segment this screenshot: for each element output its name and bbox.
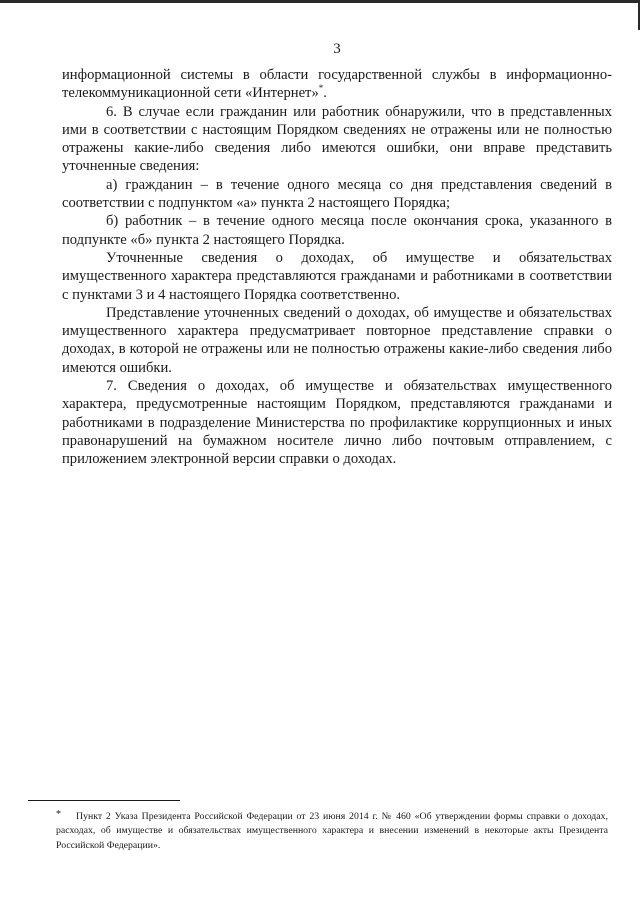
document-body [62, 66, 612, 469]
paragraph-resubmission: Представление уточненных сведений о доходах, об имуществе и обязательствах имущественного характера предусматривает повторное представление справки о доходах, в которой не отражены или не полностью отражены какие-либо сведения либо имеются ошибки. [62, 304, 612, 376]
page-number: 3 [333, 41, 341, 57]
scan-edge-top [0, 0, 640, 3]
footnote-marker: * [56, 809, 61, 820]
footnote [56, 810, 608, 853]
footnote-reference-marker: * [318, 83, 324, 94]
footnote-text: Пункт 2 Указа Президента Российской Федерации от 23 июня 2014 г. № 460 «Об утверждении формы справки о доходах, расходах, об имуществе и обязательствах имущественного характера и внесении изменений в некоторые акты Президента Российской Федерации». [56, 811, 608, 851]
paragraph-item-6: 6. В случае если гражданин или работник обнаружили, что в представленных ими в соответствии с настоящим Порядком сведениях не отражены или не полностью отражены какие-либо сведения либо имеются ошибки, они вправе представить уточненные сведения: [62, 103, 612, 175]
paragraph-item-7: 7. Сведения о доходах, об имуществе и обязательствах имущественного характера, предусмотренные настоящим Порядком, представляются гражданами и работниками в подразделение Министерства по профилактике коррупционных и иных правонарушений на бумажном носителе лично либо почтовым отправлением, с приложением электронной версии справки о доходах. [62, 378, 612, 468]
paragraph-continuation: информационной системы в области государственной службы в информационно-телекоммуникационной сети «Интернет»*. [62, 67, 612, 102]
paragraph-subitem-a: а) гражданин – в течение одного месяца со дня представления сведений в соответствии с подпунктом «а» пункта 2 настоящего Порядка; [62, 176, 612, 212]
footnote-divider [28, 800, 180, 801]
paragraph-clarified-info: Уточненные сведения о доходах, об имуществе и обязательствах имущественного характера представляются гражданами и работниками в соответствии с пунктами 3 и 4 настоящего Порядка соответственно. [62, 249, 612, 303]
paragraph-subitem-b: б) работник – в течение одного месяца после окончания срока, указанного в подпункте «б» пункта 2 настоящего Порядка. [62, 213, 612, 248]
